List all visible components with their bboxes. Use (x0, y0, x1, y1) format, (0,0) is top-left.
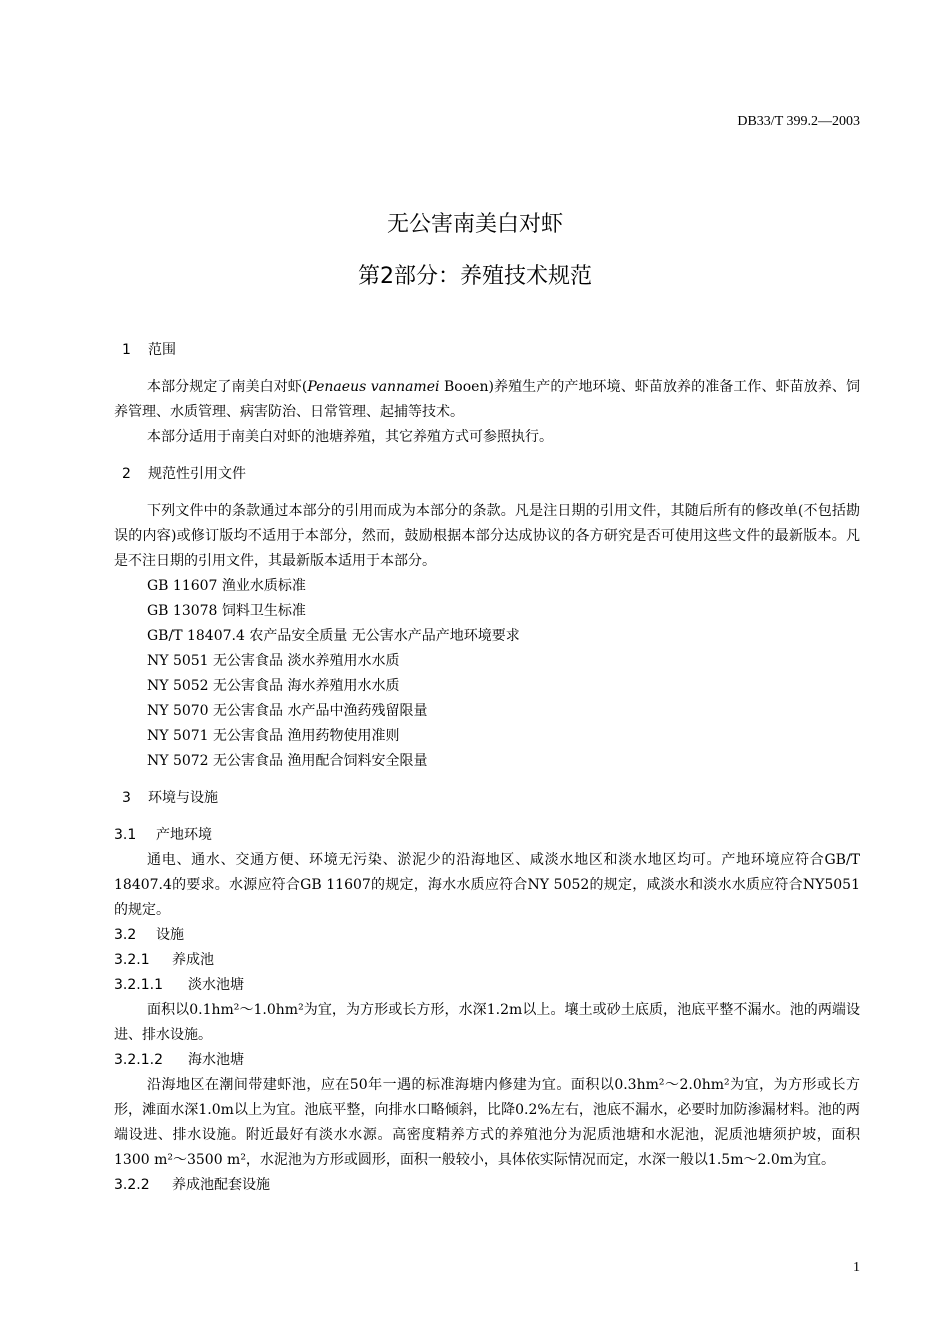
section-number: 2 (122, 466, 131, 482)
subsection-3-2-1-heading: 3.2.1 养成池 (114, 952, 214, 968)
section-3-heading (114, 786, 860, 811)
section-number: 1 (122, 342, 131, 358)
reference-item: NY 5071 无公害食品 渔用药物使用准则 (147, 728, 400, 744)
paragraph: 本部分规定了南美白对虾(Penaeus vannamei Booen)养殖生产的产地环境、虾苗放养的准备工作、虾苗放养、饲养管理、水质管理、病害防治、日常管理、起捕等技术。 (114, 379, 860, 420)
section-number: 3 (122, 790, 131, 806)
reference-item: GB/T 18407.4 农产品安全质量 无公害水产品产地环境要求 (147, 628, 520, 644)
paragraph: 沿海地区在潮间带建虾池，应在50年一遇的标准海塘内修建为宜。面积以0.3hm²～2.0hm²为宜，为方形或长方形，滩面水深1.0m以上为宜。池底平整，向排水口略倾斜，比降0.2%左右，池底不漏水，必要时加防渗漏材料。池的两端设进、排水设施。附近最好有淡水水源。高密度精养方式的养殖池分为泥质池塘和水泥池，泥质池塘须护坡，面积1300 m²～3500 m²，水泥池为方形或圆形，面积一般较小，具体依实际情况而定，水深一般以1.5m～2.0m为宜。 (114, 1077, 860, 1168)
reference-item: NY 5072 无公害食品 渔用配合饲料安全限量 (147, 753, 428, 769)
page-number: 1 (853, 1260, 860, 1275)
subsection-3-2-1-1-heading: 3.2.1.1 淡水池塘 (114, 977, 244, 993)
subsection-3-2-heading: 3.2 设施 (114, 927, 184, 943)
paragraph: 下列文件中的条款通过本部分的引用而成为本部分的条款。凡是注日期的引用文件，其随后所有的修改单(不包括勘误的内容)或修订版均不适用于本部分，然而，鼓励根据本部分达成协议的各方研究是否可使用这些文件的最新版本。凡是不注日期的引用文件，其最新版本适用于本部分。 (114, 503, 860, 569)
scientific-name: Penaeus vannamei (307, 379, 440, 395)
document-subtitle: 第2部分：养殖技术规范 (358, 264, 592, 289)
reference-item: GB 13078 饲料卫生标准 (147, 603, 306, 619)
section-1-heading (114, 338, 860, 363)
paragraph: 通电、通水、交通方便、环境无污染、淤泥少的沿海地区、咸淡水地区和淡水地区均可。产地环境应符合GB/T 18407.4的要求。水源应符合GB 11607的规定，海水水质应符合NY 5052的规定，咸淡水和淡水水质应符合NY5051的规定。 (114, 852, 860, 918)
section-title: 规范性引用文件 (148, 466, 246, 482)
section-2-heading (114, 462, 860, 487)
standard-code: DB33/T 399.2—2003 (737, 114, 860, 129)
subsection-3-1-heading: 3.1 产地环境 (114, 827, 212, 843)
paragraph: 面积以0.1hm²～1.0hm²为宜，为方形或长方形，水深1.2m以上。壤土或砂土底质，池底平整不漏水。池的两端设进、排水设施。 (114, 1002, 860, 1043)
reference-item: NY 5070 无公害食品 水产品中渔药残留限量 (147, 703, 428, 719)
reference-item: GB 11607 渔业水质标准 (147, 578, 306, 594)
paragraph: 本部分适用于南美白对虾的池塘养殖，其它养殖方式可参照执行。 (147, 429, 553, 445)
subsection-3-2-1-2-heading: 3.2.1.2 海水池塘 (114, 1052, 244, 1068)
reference-item: NY 5052 无公害食品 海水养殖用水水质 (147, 678, 400, 694)
section-title: 范围 (148, 342, 176, 358)
document-body (114, 338, 860, 1198)
subsection-3-2-2-heading: 3.2.2 养成池配套设施 (114, 1177, 270, 1193)
document-title: 无公害南美白对虾 (386, 212, 563, 237)
reference-item: NY 5051 无公害食品 淡水养殖用水水质 (147, 653, 400, 669)
section-title: 环境与设施 (148, 790, 218, 806)
